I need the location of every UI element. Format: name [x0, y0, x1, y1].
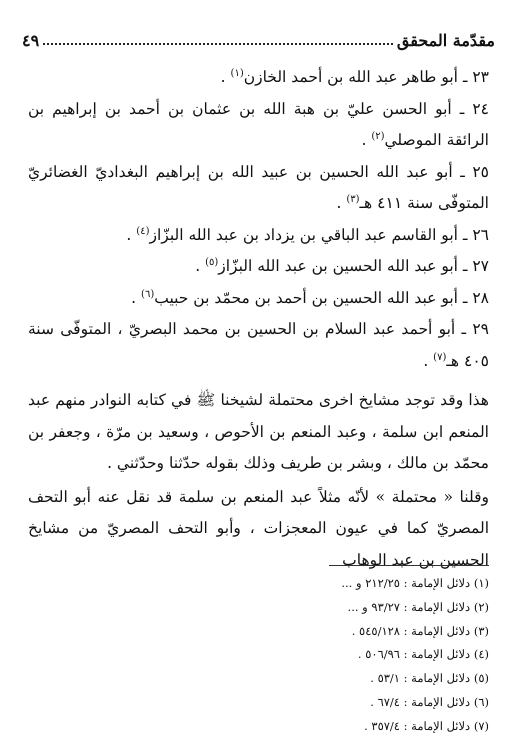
footnote: (٧) دلائل الإمامة : ٣٥٧/٤ .	[364, 718, 489, 733]
list-item: ٢٦ ـ أبو القاسم عبد الباقي بن يزداد بن عبد الله البزّاز$^{(٤)}$ .	[126, 225, 489, 244]
header-dotted-leader	[43, 43, 393, 45]
footnote-marker[interactable]: (٥)	[205, 256, 219, 268]
body-paragraph: هذا وقد توجد مشايخ اخرى محتملة لشيخنا ﷺ في كتابه النوادر منهم عبد المنعم ابن سلمة ، وعبد المنعم بن الأحوص ، وسعيد بن مرّة ، وجعفر بن محمّد بن مالك ، وبشر بن طريف وذلك بقوله حدّثنا وحدّثني .	[28, 391, 489, 472]
running-header	[22, 26, 495, 50]
footnote-marker[interactable]: (٧)	[433, 351, 447, 363]
footnote: (١) دلائل الإمامة : ٢١٢/٢٥ و ...	[341, 576, 489, 590]
list-item: ٢٥ ـ أبو عبد الله الحسين بن عبيد الله بن إبراهيم البغداديّ الغضائريّ المتوفّى سنة ٤١١ هـ$^{(٣)}$ .	[28, 162, 489, 212]
page-number: ٤٩	[22, 31, 40, 50]
list-item: ٢٩ ـ أبو أحمد عبد السلام بن الحسين بن محمد البصريّ ، المتوفّى سنة ٤٠٥ هـ$^{(٧)}$ .	[28, 320, 489, 370]
footnote-marker[interactable]: (٦)	[141, 288, 155, 300]
footnote: (٢) دلائل الإمامة : ٩٣/٢٧ و ...	[347, 599, 489, 614]
footnote-marker[interactable]: (١)	[230, 67, 244, 79]
footnote-marker[interactable]: (٣)	[346, 193, 360, 205]
footnote: (٥) دلائل الإمامة : ٥٣/١ .	[370, 671, 489, 686]
footnote: (٣) دلائل الإمامة : ٥٤٥/١٢٨ .	[351, 623, 489, 638]
footnote-marker[interactable]: (٢)	[371, 130, 385, 142]
header-title: مقدّمة المحقق	[396, 31, 495, 50]
list-item: ٢٤ ـ أبو الحسن عليّ بن هبة الله بن عثمان بن أحمد بن إبراهيم بن الرائقة الموصلي$^{(٢)}$ .	[28, 99, 489, 149]
footnote-separator	[329, 565, 489, 566]
main-text	[28, 62, 489, 576]
footnote: (٤) دلائل الإمامة : ٥٠٦/٩٦ .	[357, 647, 489, 662]
list-item: ٢٧ ـ أبو عبد الله الحسين بن عبد الله البزّاز$^{(٥)}$ .	[195, 256, 489, 275]
footnote-marker[interactable]: (٤)	[136, 225, 150, 237]
list-item: ٢٨ ـ أبو عبد الله الحسين بن أحمد بن محمّد بن حبيب$^{(٦)}$ .	[131, 288, 489, 307]
body-paragraph: وقلنا « محتملة » لأنّه مثلاً عبد المنعم بن سلمة قد نقل عنه أبو التحف المصريّ كما في عيون المعجزات ، وأبو التحف المصريّ من مشايخ الحسين بن عبد الوهاب	[28, 487, 489, 569]
footnote: (٦) دلائل الإمامة : ٦٧/٤ .	[370, 694, 489, 709]
list-item: ٢٣ ـ أبو طاهر عبد الله بن أحمد الخازن$^{(١)}$ .	[220, 67, 489, 86]
footnotes	[180, 572, 489, 739]
